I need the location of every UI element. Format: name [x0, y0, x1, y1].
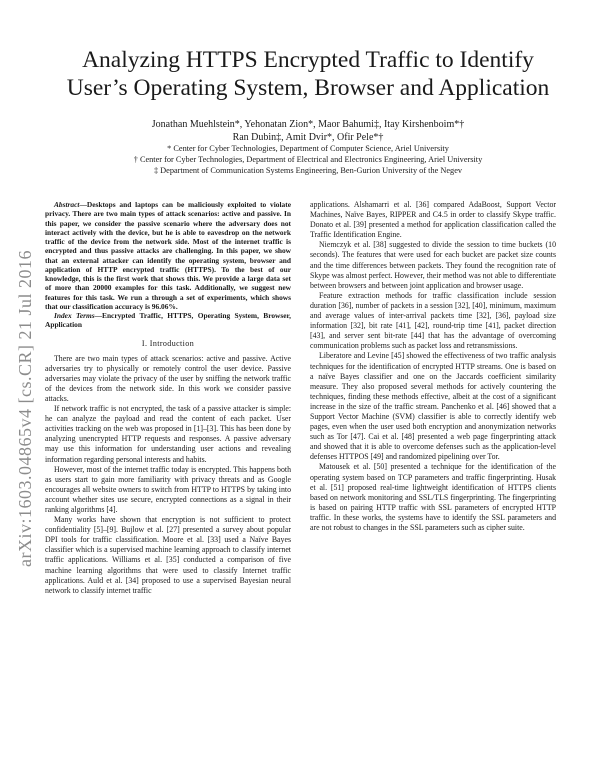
body-paragraph: If network traffic is not encrypted, the task of a passive attacker is simple: he can analyze the payload and read the content of each packet. User activities tracking on the web was proposed in [1]–[3]. This has been done by analyzing unencrypted HTTP requests and responses. A passive adversary may use this information for understanding user actions and revealing information regarding personal interests and habits. [45, 404, 291, 464]
index-terms-text: —Encrypted Traffic, HTTPS, Operating System, Browser, Application [45, 311, 291, 330]
author-list [40, 118, 576, 144]
affiliation-line: † Center for Cyber Technologies, Department of Electrical and Electronics Engineering, Ariel University [133, 155, 483, 165]
authors-line1: Jonathan Muehlstein*, Yehonatan Zion*, Maor Bahumi‡, Itay Kirshenboim*† [151, 119, 465, 130]
section-heading-introduction: I. Introduction [141, 338, 195, 348]
body-paragraph: applications. Alshamarri et al. [36] compared AdaBoost, Support Vector Machines, Naïve Bayes, RIPPER and C4.5 in order to classify Skype traffic. Donato et al. [39] presented a method for application classification called the Traffic Identification Engine. [310, 200, 556, 240]
abstract-label: Abstract [54, 200, 80, 209]
index-terms-label: Index Terms [54, 311, 95, 320]
paper-title [40, 46, 576, 102]
right-column [310, 200, 556, 533]
body-paragraph: Feature extraction methods for traffic classification include session duration [36], number of packets in a session [32], [40], minimum, maximum and average values of inter-arrival packets time [32], [36], payload size information [32], bit rate [41], [42], round-trip time [41], packet direction [43], and server sent bit-rate [44] that has the advantage of overcoming communication problems such as packet loss and retransmissions. [310, 290, 556, 351]
affiliation-list [40, 143, 576, 177]
arxiv-identifier-text: arXiv:1603.04865v4 [cs.CR] 21 Jul 2016 [14, 249, 35, 567]
index-terms [45, 311, 291, 330]
paper-title-line1: Analyzing HTTPS Encrypted Traffic to Identify [82, 47, 534, 73]
left-column [45, 200, 291, 596]
abstract-text: —Desktops and laptops can be maliciously exploited to violate privacy. There are two main types of attack scenarios: active and passive. In this paper, we consider the passive scenario where the adversary does not interact actively with the device, but he is able to eavesdrop on the network traffic of the device from the network side. Most of the internet traffic is encrypted and thus passive attacks are challenging. In this paper, we show that an external attacker can identify the operating system, browser and application of HTTP encrypted traffic (HTTPS). To the best of our knowledge, this is the first work that shows this. We provide a large data set of more than 20000 examples for this task. Additionally, we suggest new features for this task. We run a through a set of experiments, which shows that our classification accuracy is 96.06%. [45, 200, 291, 311]
abstract [45, 200, 291, 311]
paper-title-line2: User’s Operating System, Browser and Application [66, 75, 550, 101]
body-paragraph: There are two main types of attack scenarios: active and passive. Active adversaries try to physically or remotely control the user device. Passive adversaries may violate the privacy of the user by sniffing the network traffic of the devices from the network side. In this work we consider passive attacks. [45, 353, 291, 403]
arxiv-identifier-stamp [14, 212, 36, 604]
authors-line2: Ran Dubin‡, Amit Dvir*, Ofir Pele*† [232, 132, 384, 143]
body-paragraph: Matousek et al. [50] presented a technique for the identification of the operating system based on TCP parameters and traffic fingerprinting. Husak et al. [51] proposed real-time lightweight identification of HTTPS clients based on network monitoring and SSL/TLS fingerprinting. The fingerprinting is based on pairing HTTP traffic with SSL parameters of encrypted HTTP traffic. In these works, the systems have to identify the SSL parameters and are not robust to changes in the SSL parameters such as cipher suite. [310, 462, 556, 532]
body-paragraph: Liberatore and Levine [45] showed the effectiveness of two traffic analysis techniques for the identification of encrypted HTTP streams. One is based on a naïve Bayes classifier and one on the Jaccards coefficient similarity measure. They also proposed several methods for actively countering the techniques, finding these methods effective, albeit at the cost of a significant increase in the size of the traffic stream. Panchenko et al. [46] showed that a Support Vector Machine (SVM) classifier is able to correctly identify web pages, even when the user used both encryption and anonymization networks such as Tor [47]. Cai et al. [48] presented a web page fingerprinting attack and showed that it is able to overcome defenses such as the application-level defenses HTTPOS [49] and randomized pipelining over Tor. [310, 351, 556, 462]
body-paragraph: However, most of the internet traffic today is encrypted. This happens both as users start to gain more familiarity with privacy threats and as Google encourages all website owners to switch from HTTP to HTTPS by taking into account whether sites use secure, encrypted connections as a signal in their ranking algorithms [4]. [45, 464, 291, 514]
affiliation-line: * Center for Cyber Technologies, Department of Computer Science, Ariel University [167, 144, 449, 153]
body-paragraph: Many works have shown that encryption is not sufficient to protect confidentiality [5]–[9]. Bujlow et al. [27] presented a survey about popular DPI tools for traffic classification. Moore et al. [33] used a Naïve Bayes classifier which is a supervised machine learning approach to classify internet traffic applications. Williams et al. [35] conducted a comparison of five machine learning algorithms that were used to classify Internet traffic applications. Auld et al. [34] proposed to use a supervised Bayesian neural network to classify internet traffic [45, 515, 291, 595]
affiliation-line: ‡ Department of Communication Systems Engineering, Ben-Gurion University of the Negev [153, 166, 463, 176]
body-paragraph: Niemczyk et al. [38] suggested to divide the session to time buckets (10 seconds). The features that were used for each bucket are packet size counts and the time differences between packets. They found the recognition rate of Skype was almost perfect. However, their method was not able to differentiate between browsers and between joint application and browser usage. [310, 240, 556, 290]
